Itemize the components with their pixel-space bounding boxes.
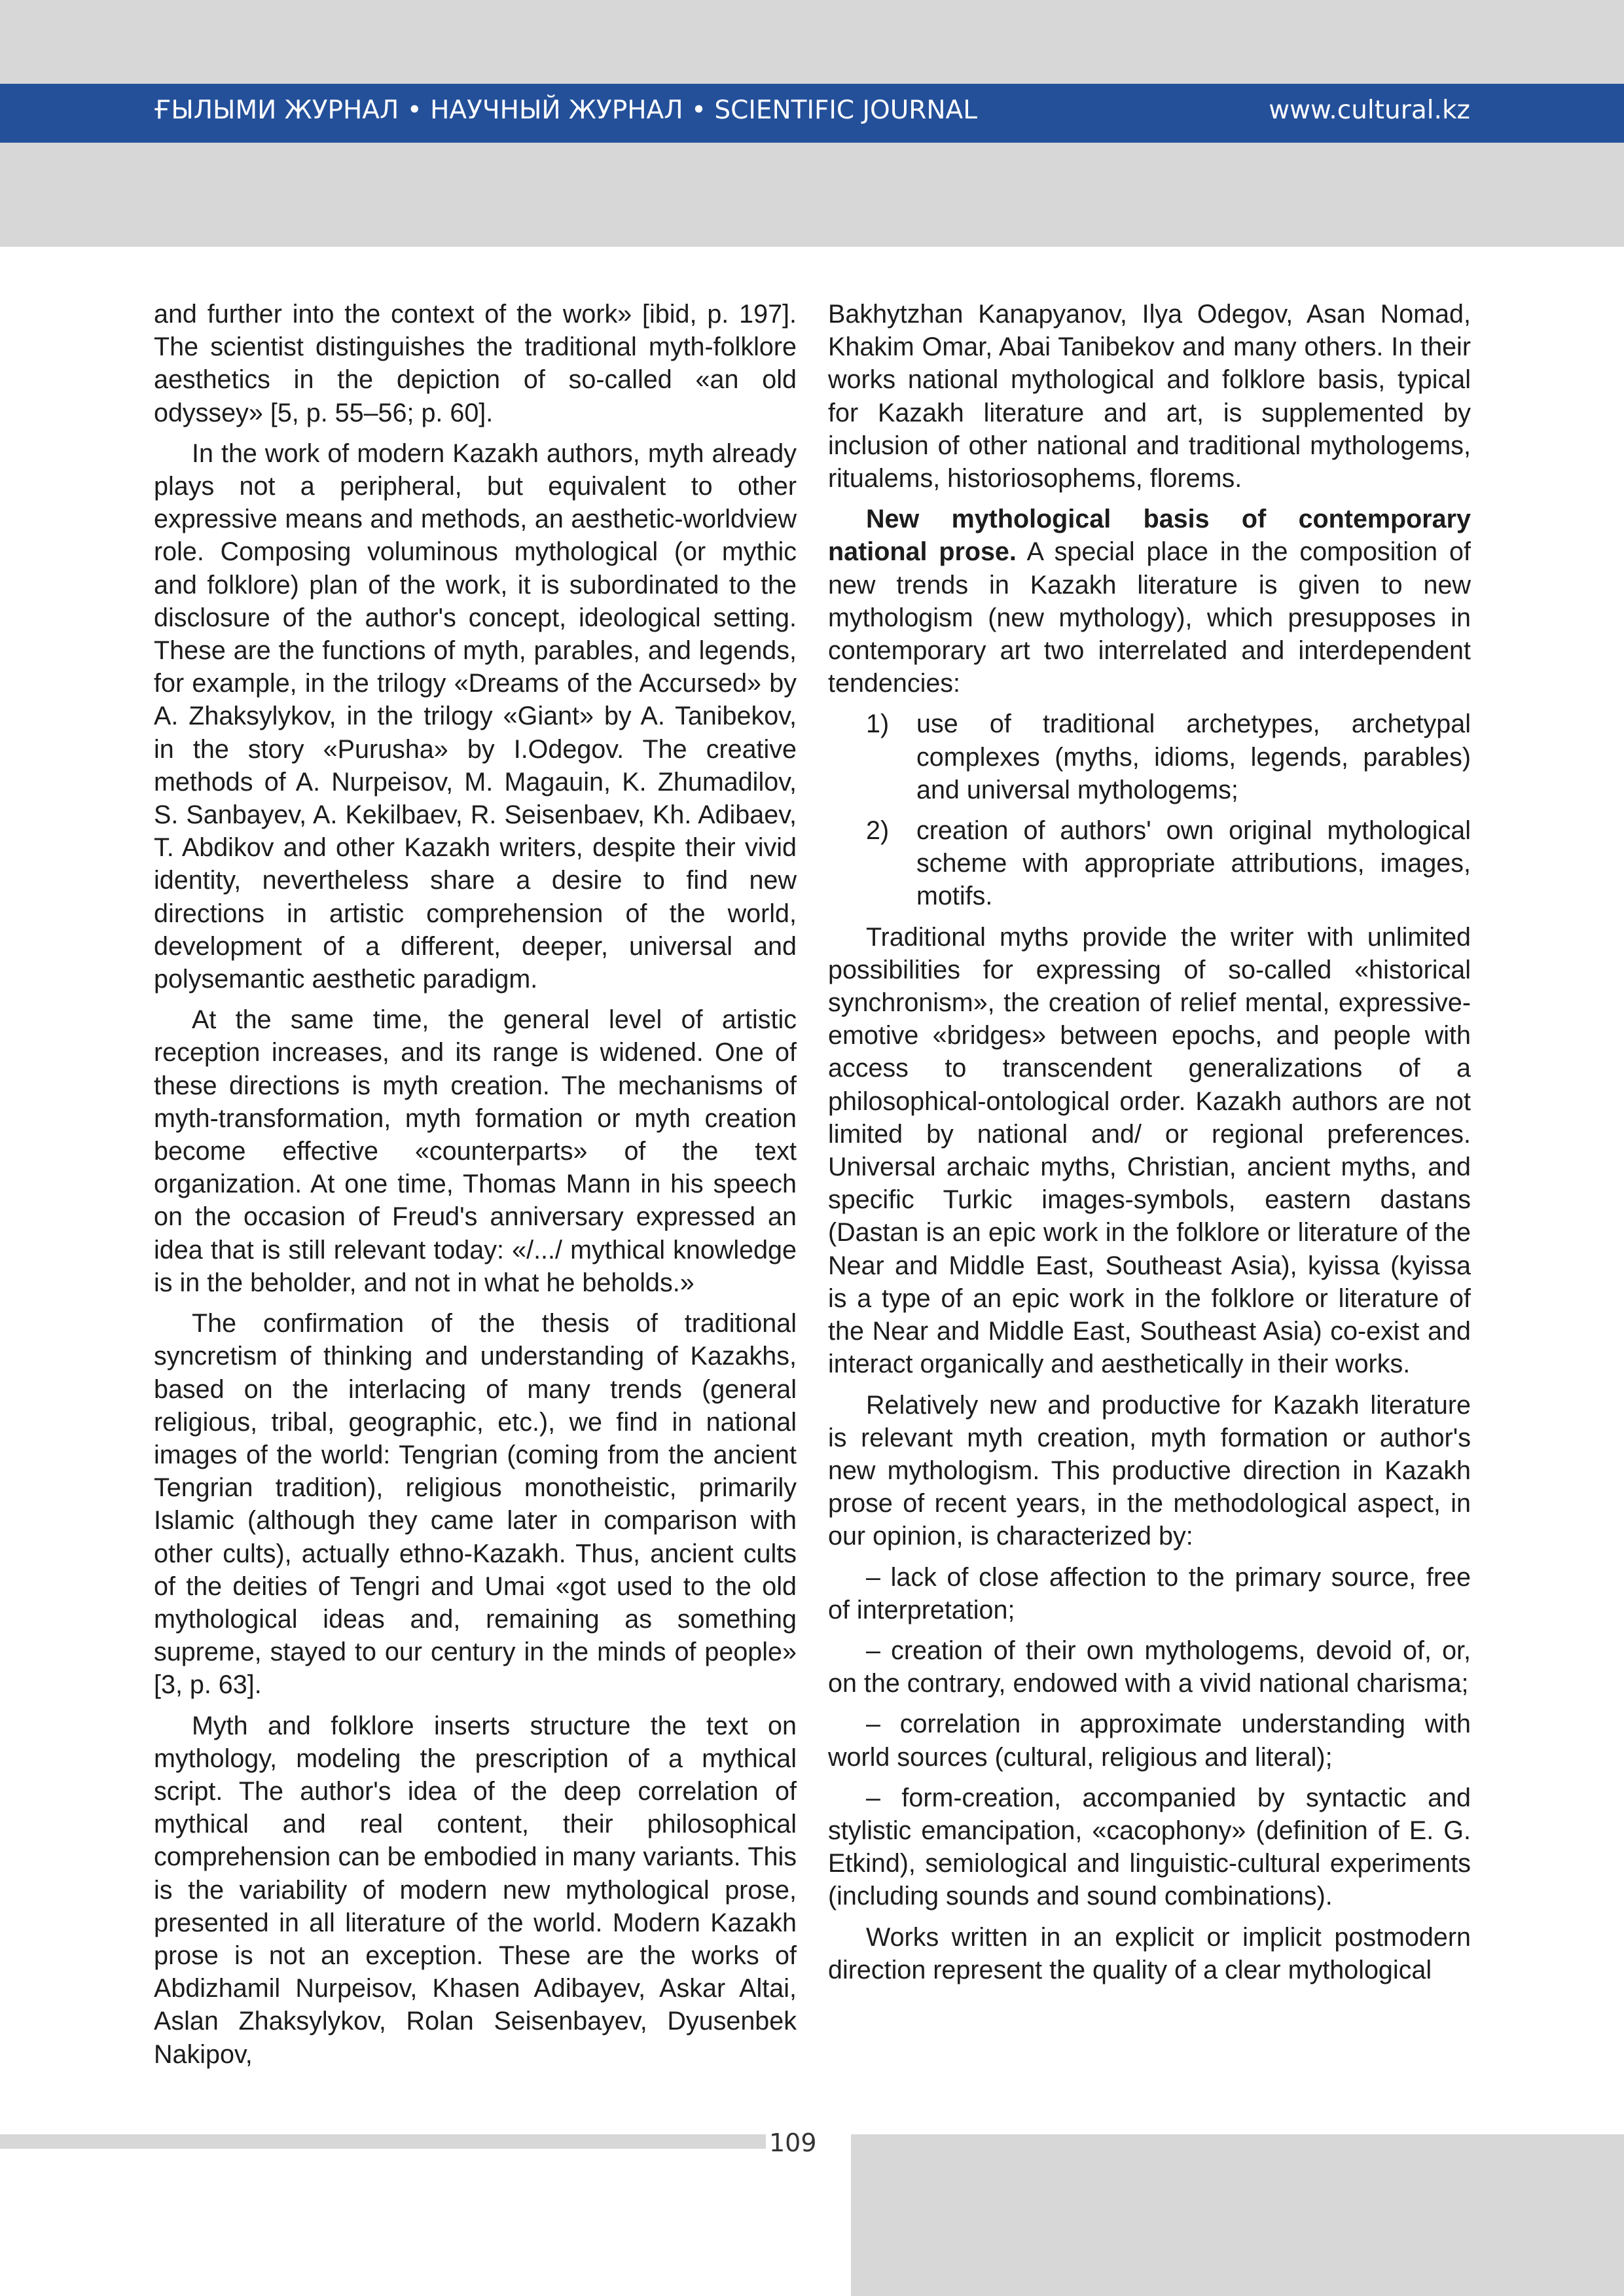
left-column xyxy=(154,298,797,2079)
footer-bar xyxy=(0,2134,766,2149)
dash-item: – lack of close affection to the primary source, free of interpretation; xyxy=(828,1562,1471,1624)
paragraph-text: A special place in the composition of new trends in Kazakh literature is given to new mythologism (new mythology), which presupposes in contemporary art two interrelated and interdependent tendencies: xyxy=(828,537,1471,698)
footer-gray-block xyxy=(851,2134,1624,2296)
dash-item: – correlation in approximate understanding with world sources (cultural, religious and literal); xyxy=(828,1710,1471,1772)
paragraph: and further into the context of the work» [ibid, p. 197]. The scientist distinguishes the traditional myth-folklore aesthetics in the depiction of so-called «an old odyssey» [5, p. 55–56; p. 60]. xyxy=(154,300,797,427)
journal-title: ҒЫЛЫМИ ЖУРНАЛ • НАУЧНЫЙ ЖУРНАЛ • SCIENTIFIC JOURNAL xyxy=(154,96,977,125)
paragraph: Bakhytzhan Kanapyanov, Ilya Odegov, Asan Nomad, Khakim Omar, Abai Tanibekov and many others. In their works national mythological and folklore basis, typical for Kazakh literature and art, is supplemented by inclusion of other national and traditional mythologems, ritualems, historiosophems, florems. xyxy=(828,300,1471,493)
paragraph: At the same time, the general level of artistic reception increases, and its range is widened. One of these directions is myth creation. The mechanisms of myth-transformation, myth formation or myth creation become effective «counterparts» of the text organization. At one time, Thomas Mann in his speech on the occasion of Freud's anniversary expressed an idea that is still relevant today: «/.../ mythical knowledge is in the beholder, and not in what he beholds.» xyxy=(154,1005,797,1297)
list-number: 2) xyxy=(866,816,890,846)
dash-item: – creation of their own mythologems, devoid of, or, on the contrary, endowed with a vivid national charisma; xyxy=(828,1636,1471,1698)
section-heading: New mythological basis of contemporary national prose. xyxy=(828,505,1471,567)
paragraph: In the work of modern Kazakh authors, myth already plays not a peripheral, but equivalent to other expressive means and methods, an aesthetic-worldview role. Composing voluminous mythological (or mythic and folklore) plan of the work, it is subordinated to the disclosure of the author's concept, ideological setting. These are the functions of myth, parables, and legends, for example, in the trilogy «Dreams of the Accursed» by A. Zhaksylykov, in the trilogy «Giant» by A. Tanibekov, in the story «Purusha» by I.Odegov. The creative methods of A. Nurpeisov, M. Magauin, K. Zhumadilov, S. Sanbayev, A. Kekilbaev, R. Seisenbaev, Kh. Adibaev, T. Abdikov and other Kazakh writers, despite their vivid identity, nevertheless share a desire to find new directions in artistic comprehension of the world, development of a different, deeper, universal and polysemantic aesthetic paradigm. xyxy=(154,439,797,994)
paragraph: Myth and folklore inserts structure the text on mythology, modeling the prescription of a mythical script. The author's idea of the deep correlation of mythical and real content, their philosophical comprehension can be embodied in many variants. This is the variability of modern new mythological prose, presented in all literature of the world. Modern Kazakh prose is not an exception. These are the works of Abdizhamil Nurpeisov, Khasen Adibayev, Askar Altai, Aslan Zhaksylykov, Rolan Seisenbayev, Dyusenbek Nakipov, xyxy=(154,1711,797,2069)
list-number: 1) xyxy=(866,709,890,739)
paragraph: Traditional myths provide the writer with unlimited possibilities for expressing of so-called «historical synchronism», the creation of relief mental, expressive-emotive «bridges» between epochs, and people with access to transcendent generalizations of a philosophical-ontological order. Kazakh authors are not limited by national and/ or regional preferences. Universal archaic myths, Christian, ancient myths, and specific Turkic images-symbols, eastern dastans (Dastan is an epic work in the folklore or literature of the Near and Middle East, Southeast Asia), kyissa (kyissa is a type of an epic work in the folklore or literature of the Near and Middle East, Southeast Asia) co-exist and interact organically and aesthetically in their works. xyxy=(828,922,1471,1379)
paragraph-section-start xyxy=(828,503,1471,700)
list-item-text: use of traditional archetypes, archetypal complexes (myths, idioms, legends, parables) and universal mythologems; xyxy=(916,709,1471,804)
page-number: 109 xyxy=(769,2128,817,2157)
paragraph: The confirmation of the thesis of traditional syncretism of thinking and understanding of Kazakhs, based on the interlacing of many trends (general religious, tribal, geographic, etc.), we find in national images of the world: Tengrian (coming from the ancient Tengrian tradition), religious monotheistic, primarily Islamic (although they came later in comparison with other cults), actually ethno-Kazakh. Thus, ancient cults of the deities of Tengri and Umai «got used to the old mythological ideas and, remaining as something supreme, stayed to our century in the minds of people» [3, p. 63]. xyxy=(154,1309,797,1700)
dash-item: – form-creation, accompanied by syntactic and stylistic emancipation, «cacophony» (definition of E. G. Etkind), semiological and linguistic-cultural experiments (including sounds and sound combinations). xyxy=(828,1783,1471,1911)
list-item-text: creation of authors' own original mythological scheme with appropriate attributions, images, motifs. xyxy=(916,816,1471,911)
paragraph: Relatively new and productive for Kazakh literature is relevant myth creation, myth formation or author's new mythologism. This productive direction in Kazakh prose of recent years, in the methodological aspect, in our opinion, is characterized by: xyxy=(828,1390,1471,1551)
list-item xyxy=(828,708,1471,806)
numbered-list xyxy=(828,708,1471,912)
list-item xyxy=(828,814,1471,913)
paragraph: Works written in an explicit or implicit postmodern direction represent the quality of a clear mythological xyxy=(828,1922,1471,1984)
journal-website: www.cultural.kz xyxy=(1269,96,1470,125)
right-column xyxy=(828,298,1471,1994)
journal-header-band xyxy=(0,84,1624,143)
